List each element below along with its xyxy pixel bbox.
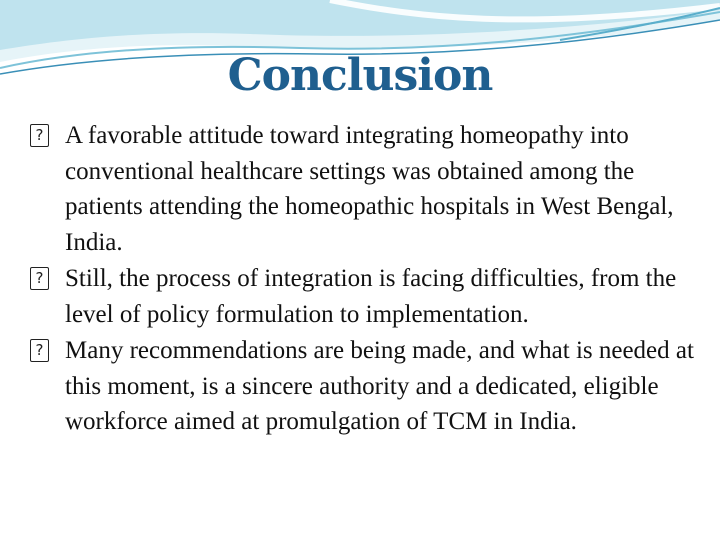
missing-glyph-icon: ?: [30, 124, 49, 147]
bullet-text: A favorable attitude toward integrating homeopathy into conventional healthcare settings was obtained among the patients attending the homeopathic hospitals in West Bengal, India.: [65, 122, 674, 256]
bullet-item: [30, 118, 716, 260]
bullet-item: [30, 333, 716, 440]
bullet-text: Still, the process of integration is facing difficulties, from the level of policy formulation to implementation.: [65, 265, 677, 328]
bullet-item: [30, 261, 716, 332]
missing-glyph-icon: ?: [30, 267, 49, 290]
missing-glyph-icon: ?: [30, 339, 49, 362]
bullet-list: [30, 118, 716, 441]
slide-title: Conclusion: [227, 50, 493, 101]
bullet-text: Many recommendations are being made, and what is needed at this moment, is a sincere authority and a dedicated, eligible workforce aimed at promulgation of TCM in India.: [65, 337, 694, 435]
